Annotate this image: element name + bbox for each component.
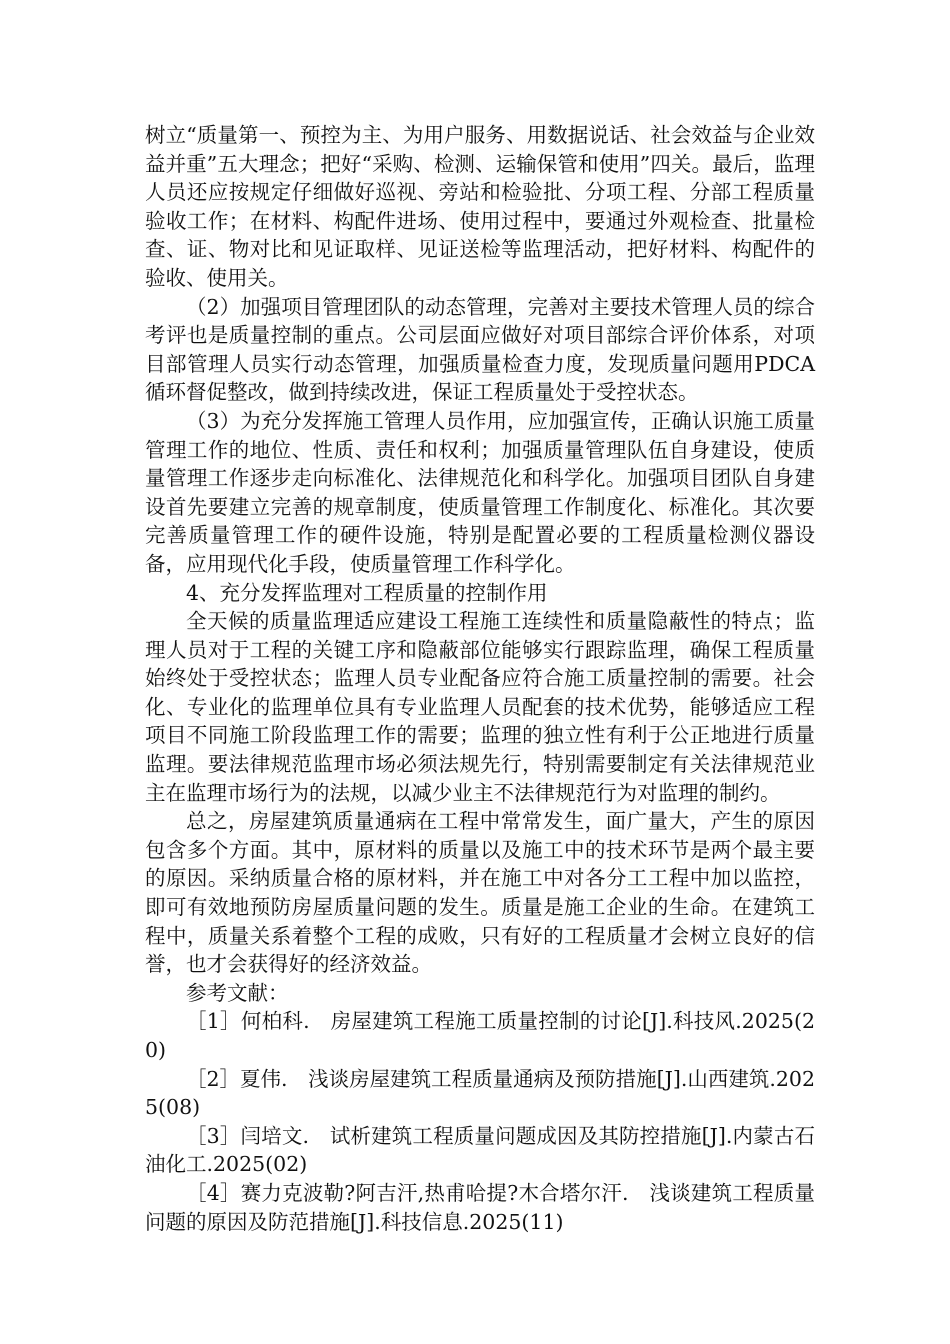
paragraph-continuation: 树立“质量第一、预控为主、为用户服务、用数据说话、社会效益与企业效益并重”五大理念；把好“采购、检测、运输保管和使用”四关。最后，监理人员还应按规定仔细做好巡视、旁站和检验批、分项工程、分部工程质量验收工作；在材料、构配件进场、使用过程中，要通过外观检查、批量检查、证、物对比和见证取样、见证送检等监理活动，把好材料、构配件的验收、使用关。 [145,123,815,290]
paragraph-item-3: （3）为充分发挥施工管理人员作用，应加强宣传，正确认识施工质量管理工作的地位、性质、责任和权利；加强质量管理队伍自身建设，使质量管理工作逐步走向标准化、法律规范化和科学化。加强项目团队自身建设首先要建立完善的规章制度，使质量管理工作制度化、标准化。其次要完善质量管理工作的硬件设施，特别是配置必要的工程质量检测仪器设备，应用现代化手段，使质量管理工作科学化。 [145,408,815,576]
reference-item: ［2］夏伟. 浅谈房屋建筑工程质量通病及预防措施[J].山西建筑.2025(08) [145,1066,815,1120]
paragraph-supervision: 全天候的质量监理适应建设工程施工连续性和质量隐蔽性的特点；监理人员对于工程的关键工序和隐蔽部位能够实行跟踪监理，确保工程质量始终处于受控状态；监理人员专业配备应符合施工质量控制的需要。社会化、专业化的监理单位具有专业监理人员配套的技术优势，能够适应工程项目不同施工阶段监理工作的需要；监理的独立性有利于公正地进行质量监理。要法律规范监理市场必须法规先行，特别需要制定有关法律规范业主在监理市场行为的法规，以减少业主不法律规范行为对监理的制约。 [145,609,815,805]
reference-item: ［3］闫培文. 试析建筑工程质量问题成因及其防控措施[J].内蒙古石油化工.2025(02) [145,1123,815,1177]
reference-item: ［1］何柏科. 房屋建筑工程施工质量控制的讨论[J].科技风.2025(20) [145,1009,815,1062]
document-body [145,121,815,1236]
reference-item: ［4］赛力克波勒?阿吉汗,热甫哈提?木合塔尔汗. 浅谈建筑工程质量问题的原因及防范措施[J].科技信息.2025(11) [145,1180,815,1234]
paragraph-conclusion: 总之，房屋建筑质量通病在工程中常常发生，面广量大，产生的原因包含多个方面。其中，原材料的质量以及施工中的技术环节是两个最主要的原因。采纳质量合格的原材料，并在施工中对各分工工程中加以监控，即可有效地预防房屋质量问题的发生。质量是施工企业的生命。在建筑工程中，质量关系着整个工程的成败，只有好的工程质量才会树立良好的信誉，也才会获得好的经济效益。 [145,809,815,977]
references-heading: 参考文献： [186,980,289,1005]
section-heading: 4、充分发挥监理对工程质量的控制作用 [186,580,548,605]
paragraph-item-2: （2）加强项目管理团队的动态管理，完善对主要技术管理人员的综合考评也是质量控制的重点。公司层面应做好对项目部综合评价体系，对项目部管理人员实行动态管理，加强质量检查力度，发现质量问题用PDCA循环督促整改，做到持续改进，保证工程质量处于受控状态。 [145,294,815,405]
